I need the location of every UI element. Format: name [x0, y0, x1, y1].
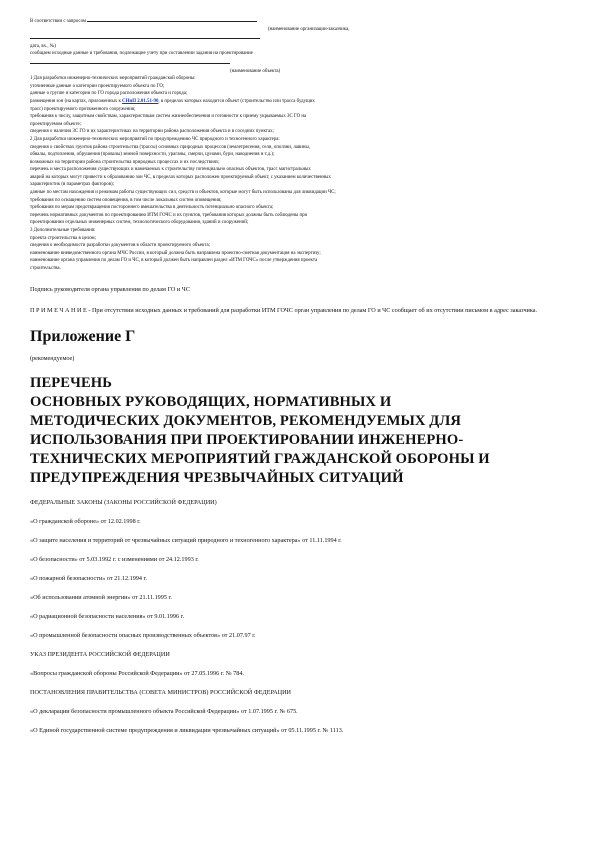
body-line: проектировании отдельных инженерных систем, технологического оборудования, зданий и сооружений;: [30, 220, 249, 226]
section-heading: ФЕДЕРАЛЬНЫЕ ЗАКОНЫ (ЗАКОНЫ РОССИЙСКОЙ ФЕДЕРАЦИИ): [30, 498, 217, 506]
blank-line-1: [30, 33, 565, 43]
list-heading: [30, 374, 565, 488]
body-line: сведения о наличии ЗС ГО и их характеристиках на территории района расположения объекта и в соседних пунктах;: [30, 129, 274, 135]
org-caption: (наименование организации-заказчика,: [268, 26, 350, 32]
appendix-status: (рекомендуемое): [30, 354, 75, 362]
note: [30, 306, 565, 315]
blank-line-2: [30, 58, 565, 68]
list-item: «О Единой государственной системе предупреждения и ликвидации чрезвычайных ситуаций» от 05.11.1995 г. № 1113.: [30, 726, 344, 734]
body-line: уточненные данные о категории проектируемого объекта по ГО;: [30, 83, 165, 89]
signature-line: Подпись руководителя органа управления по делам ГО и ЧС: [30, 285, 190, 293]
section-heading: ПОСТАНОВЛЕНИЯ ПРАВИТЕЛЬСТВА (СОВЕТА МИНИСТРОВ) РОССИЙСКОЙ ФЕДЕРАЦИИ: [30, 688, 292, 696]
list-item: «Вопросы гражданской обороны Российской Федерации» от 27.05.1996 г. № 784.: [30, 669, 244, 677]
body-line: 1 Для разработки инженерно-технических мероприятий гражданской обороны:: [30, 76, 196, 82]
body-line: проектируемом объекте;: [30, 121, 81, 127]
addr-line: дата, вх., №): [30, 43, 57, 49]
body-line: возможных на территории района строительства природных процессах и их последствиях;: [30, 159, 220, 165]
body-line: проекта строительства в целом;: [30, 235, 97, 241]
body-line: сведения о необходимости разработки документов в области проектируемого объекта;: [30, 243, 211, 249]
body-line: трасс) проектируемого протяженного сооружения;: [30, 106, 136, 112]
body-line: данные по местам нахождения и режимам работы существующих сил, средств и объектов, которые могут быть использованы для ликвидации ЧС;: [30, 190, 336, 196]
list-item: «О гражданской обороне» от 12.02.1998 г.: [30, 517, 141, 525]
request-label: В соответствии с запросом: [30, 19, 87, 24]
heading-line: ОСНОВНЫХ РУКОВОДЯЩИХ, НОРМАТИВНЫХ И: [30, 393, 392, 410]
list-item: «О радиационной безопасности населения» от 9.01.1996 г.: [30, 612, 185, 620]
note-text: - При отсутствии исходных данных и требований для разработки ИТМ ГОЧС орган управления по делам ГО и ЧС сообщает об их отсутствии письмом в адрес заказчика.: [88, 306, 538, 314]
body-line-with-link: [30, 98, 565, 106]
list-item: «Об использовании атомной энергии» от 21.11.1995 г.: [30, 593, 172, 601]
snip-link[interactable]: СНиП 2.01.51-90: [122, 98, 159, 104]
body-line: требования по мерам предотвращения постороннего вмешательства в деятельность потенциально опасного объекта;: [30, 205, 274, 211]
body-line: 2 Для разработки инженерно-технических мероприятий по предупреждению ЧС природного и техногенного характера:: [30, 136, 280, 142]
report-line: сообщаем исходные данные и требования, подлежащие учету при составлении задания на проектирование: [30, 51, 253, 57]
body-line: 3 Дополнительные требования:: [30, 228, 96, 234]
section-federal-laws: [30, 498, 565, 640]
heading-line: ПЕРЕЧЕНЬ: [30, 374, 112, 391]
section-government-resolutions: [30, 688, 565, 735]
heading-line: ИСПОЛЬЗОВАНИЯ ПРИ ПРОЕКТИРОВАНИИ ИНЖЕНЕРНО-: [30, 431, 464, 448]
body-line: сведения о свойствах грунтов района строительства (трассы) основных природных процессов (землетрясения, сели, оползни, лавины,: [30, 144, 311, 150]
list-item: «О безопасности» от 5.03.1992 г. с изменениями от 24.12.1993 г.: [30, 555, 199, 563]
blank-underline: [30, 33, 260, 39]
body-line-suffix: , в пределах которых находится объект (строительство или трасса будущих: [158, 98, 315, 104]
heading-line: ТЕХНИЧЕСКИХ МЕРОПРИЯТИЙ ГРАЖДАНСКОЙ ОБОРОНЫ И: [30, 450, 490, 467]
section-heading: УКАЗ ПРЕЗИДЕНТА РОССИЙСКОЙ ФЕДЕРАЦИИ: [30, 650, 170, 658]
form-body: [30, 75, 565, 272]
request-line: [30, 16, 565, 26]
object-caption: (наименование объекта): [230, 68, 281, 74]
blank-underline: [30, 58, 230, 64]
request-blank: [87, 16, 257, 22]
appendix-title: Приложение Г: [30, 327, 136, 345]
list-item: «О защите населения и территорий от чрезвычайных ситуаций природного и техногенного характера» от 11.11.1994 г.: [30, 536, 342, 544]
body-line: перечень нормативных документов по проектированию ИТМ ГОЧС и их пунктов, требования которых должны быть соблюдены при: [30, 212, 308, 218]
list-item: «О промышленной безопасности опасных производственных объектов» от 21.07.97 г.: [30, 631, 256, 639]
body-line: перечень и места расположения существующих и намечаемых к строительству потенциально опасных объектов, трасс магистральных: [30, 167, 311, 173]
body-line: характеристик (в параметрах факторов);: [30, 182, 115, 188]
body-line: данные о группе и категории по ГО города расположения объекта и города;: [30, 91, 188, 97]
heading-line: ПРЕДУПРЕЖДЕНИЯ ЧРЕЗВЫЧАЙНЫХ СИТУАЦИЙ: [30, 469, 404, 486]
note-label: П Р И М Е Ч А Н И Е: [30, 306, 87, 314]
body-line: наименование органа управления по делам ГО и ЧС, в который должен быть направлен раздел «ИТМ ГОЧС» после утверждения проекта: [30, 258, 318, 264]
body-line: требования к числу, защитным свойствам, характеристикам систем жизнеобеспечения и готовности к приему укрываемых ЗС ГО на: [30, 114, 307, 120]
list-item: «О пожарной безопасности» от 21.12.1994 г.: [30, 574, 147, 582]
list-item: «О декларации безопасности промышленного объекта Российской Федерации» от 1.07.1995 г. № 675.: [30, 707, 298, 715]
heading-line: МЕТОДИЧЕСКИХ ДОКУМЕНТОВ, РЕКОМЕНДУЕМЫХ ДЛЯ: [30, 412, 462, 429]
body-line: требования по оснащению систем оповещения, в том числе локальных систем оповещения;: [30, 197, 222, 203]
body-line: строительства.: [30, 266, 61, 271]
body-line-prefix: размещения зон (на картах, приложенных к: [30, 98, 123, 104]
body-line: наименование вневедомственного органа МЧС России, в который должна быть направлена проектно-сметная документация на экспертизу;: [30, 250, 321, 256]
section-president-decree: [30, 650, 565, 678]
body-line: аварий на которых могут привести к образованию зон ЧС, в пределах которых расположен проектируемый объект, с указанием количественных: [30, 174, 331, 180]
body-line: обвалы, подтопления, обрушения (провалы) земной поверхности, ураганы, смерчи, цунами, бури, наводнения и т.д.);: [30, 152, 275, 158]
